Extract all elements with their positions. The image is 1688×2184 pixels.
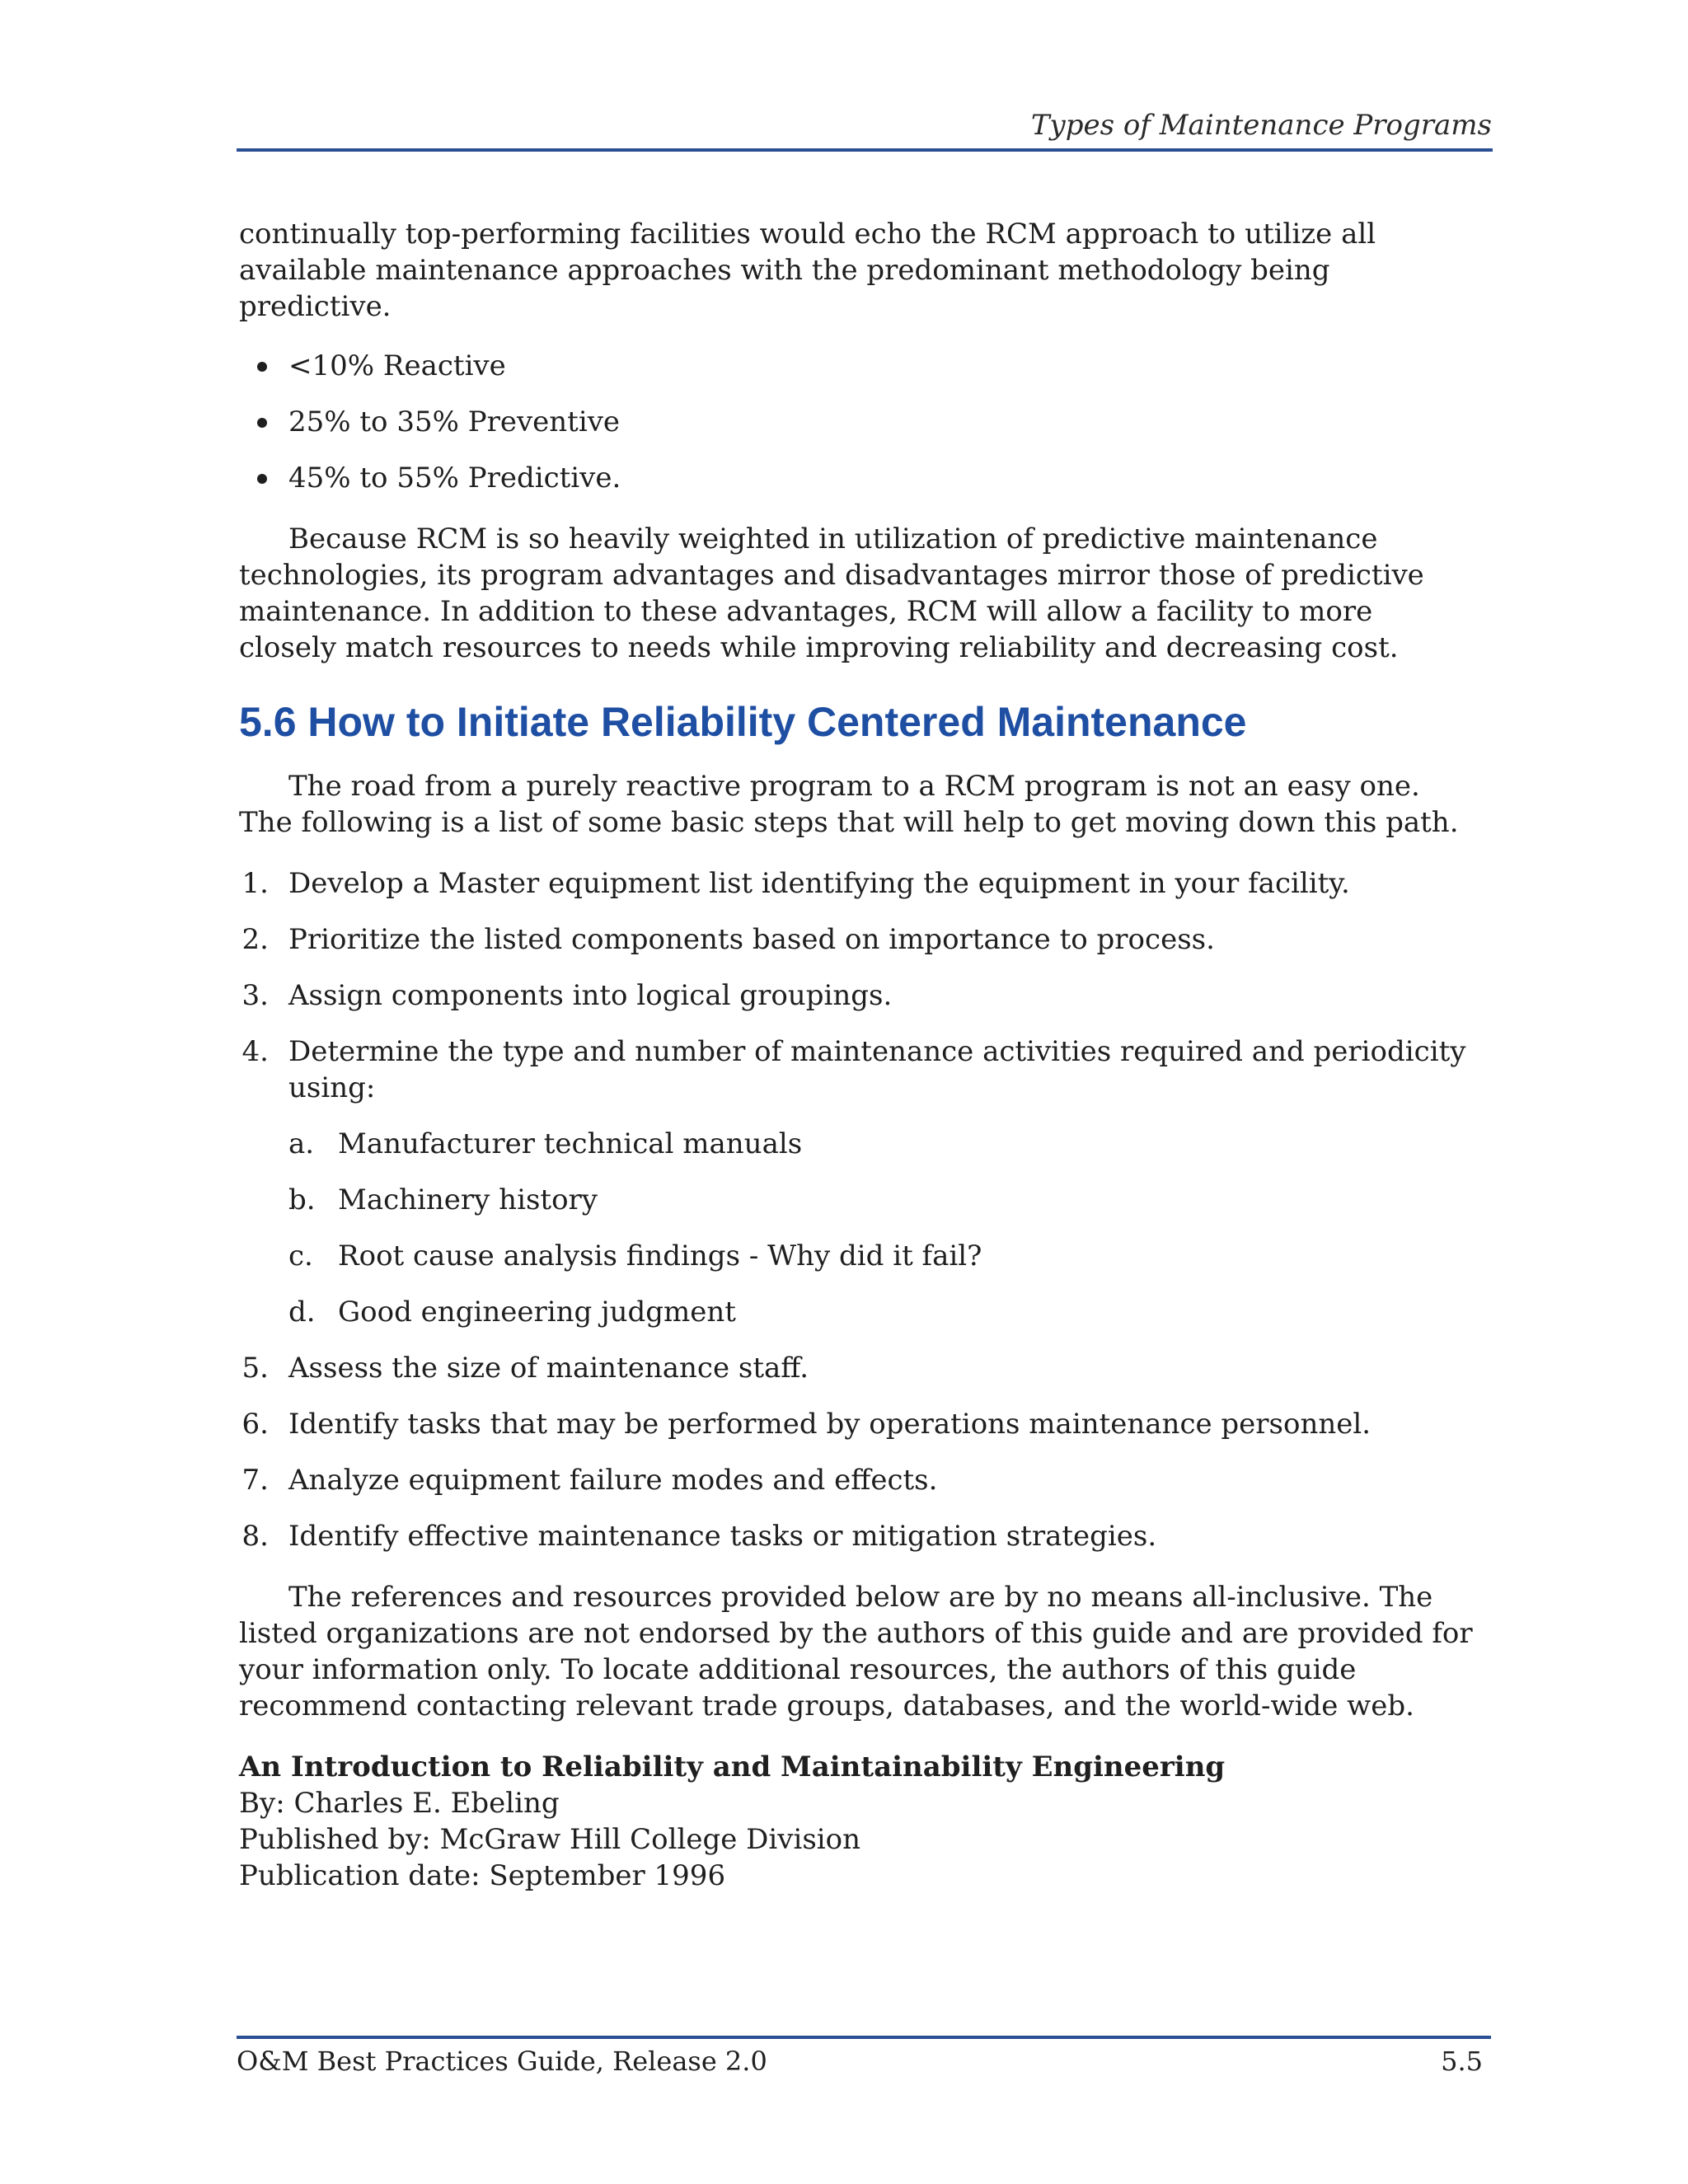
list-item: d. Good engineering judgment — [288, 1296, 736, 1329]
references-paragraph: The references and resources provided below are by no means all-inclusive. The listed organizations are not endorsed by the authors of this guide and are provided for your information only. To locate additional resources, the authors of this guide recommend contacting relevant trade groups, databases, and the world-wide web. — [239, 1581, 1473, 1722]
page-number: 5.5 — [1441, 2046, 1483, 2077]
footer-guide-title: O&M Best Practices Guide, Release 2.0 — [237, 2046, 767, 2077]
list-item: 2. Prioritize the listed components based on importance to process. — [241, 923, 1215, 956]
rcm-paragraph: Because RCM is so heavily weighted in utilization of predictive maintenance technologies, its program advantages and disadvantages mirror those of predictive maintenance. In addition to these advantages, RCM will allow a facility to more closely match resources to needs while improving reliability and decreasing cost. — [239, 523, 1424, 664]
list-item: 1. Develop a Master equipment list identifying the equipment in your facility. — [241, 867, 1350, 900]
list-item: 7. Analyze equipment failure modes and effects. — [241, 1464, 938, 1497]
list-item: 25% to 35% Preventive — [239, 404, 1475, 440]
running-header: Types of Maintenance Programs — [1030, 109, 1492, 142]
steps-list — [239, 865, 1475, 1554]
body-column — [239, 216, 1475, 1894]
section-heading: 5.6 How to Initiate Reliability Centered Maintenance — [239, 699, 1247, 745]
list-item: b. Machinery history — [288, 1183, 598, 1216]
reference-entry — [239, 1749, 1475, 1894]
header-rule — [237, 148, 1493, 152]
reference-date: Publication date: September 1996 — [239, 1859, 726, 1892]
footer-rule — [237, 2036, 1491, 2039]
substeps-list — [288, 1126, 1475, 1330]
list-item: <10% Reactive — [239, 348, 1475, 384]
bullet-icon — [257, 362, 267, 372]
intro-paragraph: continually top-performing facilities would echo the RCM approach to utilize all available maintenance approaches with the predominant methodology being predictive. — [239, 218, 1376, 323]
section-intro-paragraph: The road from a purely reactive program to a RCM program is not an easy one. The following is a list of some basic steps that will help to get moving down this path. — [239, 770, 1459, 839]
bullet-icon — [257, 474, 267, 484]
reference-publisher: Published by: McGraw Hill College Division — [239, 1823, 861, 1856]
list-item: 45% to 55% Predictive. — [239, 460, 1475, 496]
list-item: a. Manufacturer technical manuals — [288, 1127, 803, 1160]
bullet-icon — [257, 418, 267, 428]
list-item: 3. Assign components into logical groupings. — [241, 979, 893, 1012]
maintenance-mix-list — [239, 348, 1475, 496]
list-item: c. Root cause analysis findings - Why did it fail? — [288, 1240, 982, 1272]
list-item: 8. Identify effective maintenance tasks or mitigation strategies. — [241, 1520, 1157, 1553]
list-item: 4. Determine the type and number of maintenance activities required and periodicity using: a. Manufacturer technical manuals b. Machinery history c. Root cause analysis findings - Why did it fail? d. Good engineering judgment — [239, 1033, 1475, 1330]
list-item: 5. Assess the size of maintenance staff. — [241, 1352, 809, 1385]
reference-title: An Introduction to Reliability and Maintainability Engineering — [239, 1750, 1226, 1783]
list-item: 6. Identify tasks that may be performed by operations maintenance personnel. — [241, 1408, 1372, 1441]
reference-author: By: Charles E. Ebeling — [239, 1787, 560, 1820]
